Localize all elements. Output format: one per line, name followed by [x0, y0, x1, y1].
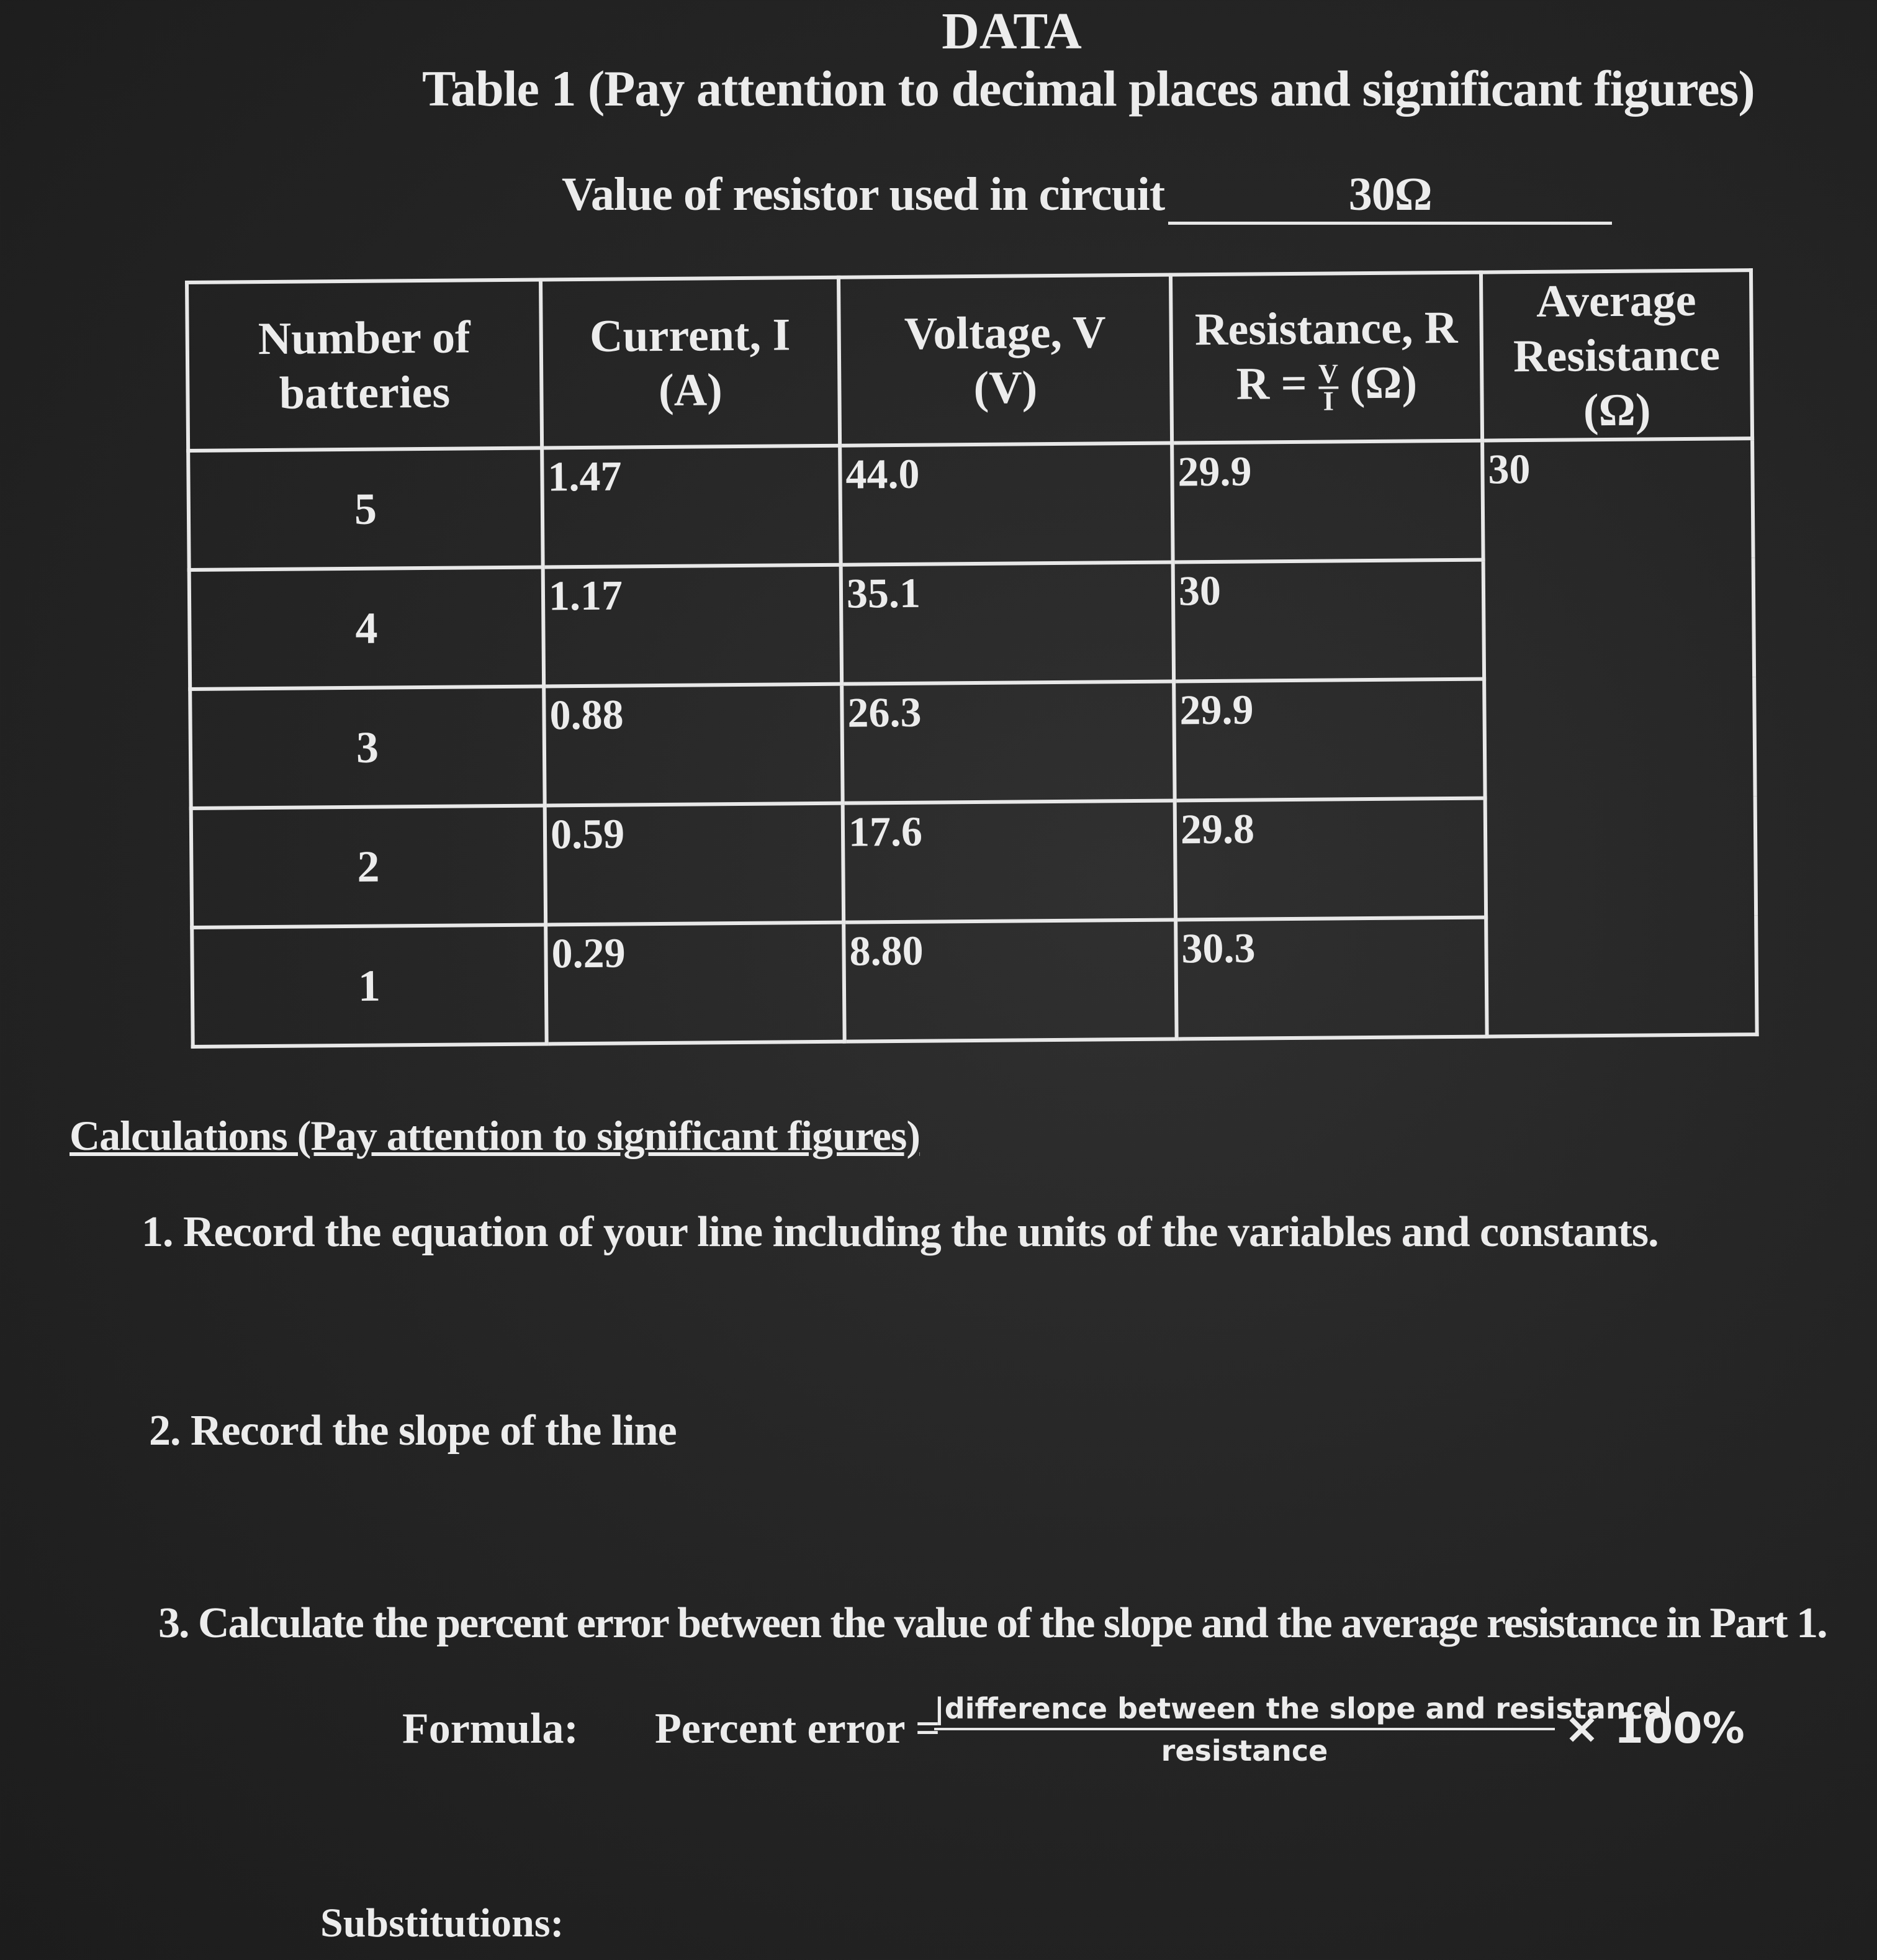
resistance-cell[interactable]: 29.9 [1174, 679, 1485, 801]
resistor-value-line [562, 168, 1612, 225]
header-resistance-formula [1173, 355, 1480, 415]
header-average [1481, 270, 1752, 440]
batteries-cell: 4 [189, 567, 544, 689]
table-row [188, 438, 1753, 570]
resistor-label: Value of resistor used in circuit [562, 168, 1165, 220]
resistor-value-field[interactable]: 30Ω [1168, 168, 1612, 225]
question-1: 1. Record the equation of your line including the units of the variables and constants. [142, 1208, 1659, 1256]
average-resistance-cell[interactable]: 30 [1482, 438, 1757, 1036]
batteries-cell: 1 [192, 924, 546, 1046]
header-voltage [839, 275, 1172, 446]
resistance-cell[interactable]: 30.3 [1176, 918, 1487, 1039]
current-cell[interactable]: 0.29 [546, 923, 844, 1044]
voltage-cell[interactable]: 8.80 [844, 919, 1176, 1041]
percent-error-label: Percent error = [655, 1705, 940, 1753]
header-average-line1: Average [1536, 274, 1696, 327]
resistance-cell[interactable]: 29.8 [1175, 798, 1486, 920]
question-2: 2. Record the slope of the line [149, 1407, 677, 1455]
header-batteries [187, 279, 542, 450]
calculations-heading: Calculations (Pay attention to significant figures) [70, 1112, 920, 1159]
header-average-line2: Resistance [1513, 329, 1721, 382]
resistance-cell[interactable]: 29.9 [1172, 441, 1483, 562]
current-cell[interactable]: 0.88 [544, 684, 842, 806]
fraction-denominator: I [1323, 386, 1335, 417]
page-title: DATA [942, 2, 1082, 60]
header-resistance-line1: Resistance, R [1194, 302, 1458, 356]
current-cell[interactable]: 0.59 [545, 803, 844, 925]
data-table [185, 268, 1759, 1049]
table-header-row [187, 270, 1752, 451]
resistance-cell[interactable]: 30 [1173, 560, 1484, 682]
formula-label: Formula: [402, 1705, 578, 1753]
header-average-line3: (Ω) [1583, 384, 1651, 436]
formula-unit: (Ω) [1349, 357, 1418, 409]
batteries-cell: 2 [191, 805, 546, 927]
voltage-cell[interactable]: 17.6 [843, 801, 1176, 923]
voltage-cell[interactable]: 44.0 [840, 443, 1173, 565]
percent-error-denominator: resistance [1161, 1734, 1328, 1768]
header-voltage-line1: Voltage, V [904, 306, 1106, 359]
header-batteries-line2: batteries [279, 366, 451, 419]
substitutions-label: Substitutions: [320, 1900, 564, 1946]
times-100-percent: × 100% [1564, 1704, 1745, 1753]
formula-prefix: R = [1236, 358, 1308, 410]
question-3: 3. Calculate the percent error between the value of the slope and the average resistance in Part 1. [158, 1599, 1827, 1647]
header-batteries-line1: Number of [258, 311, 470, 364]
fraction-numerator: V [1318, 358, 1339, 389]
header-current-line2: (A) [658, 364, 723, 416]
v-over-i-fraction [1318, 358, 1339, 417]
header-current-line1: Current, I [589, 309, 791, 362]
voltage-cell[interactable]: 35.1 [841, 562, 1174, 684]
voltage-cell[interactable]: 26.3 [842, 682, 1174, 803]
percent-error-numerator: |difference between the slope and resistance| [934, 1692, 1555, 1730]
current-cell[interactable]: 1.47 [542, 446, 840, 567]
batteries-cell: 5 [188, 448, 542, 569]
header-voltage-line2: (V) [973, 361, 1038, 413]
header-resistance [1171, 273, 1482, 443]
current-cell[interactable]: 1.17 [543, 565, 842, 687]
table-subtitle: Table 1 (Pay attention to decimal places and significant figures) [422, 60, 1755, 117]
header-current [541, 278, 840, 448]
batteries-cell: 3 [190, 686, 544, 808]
